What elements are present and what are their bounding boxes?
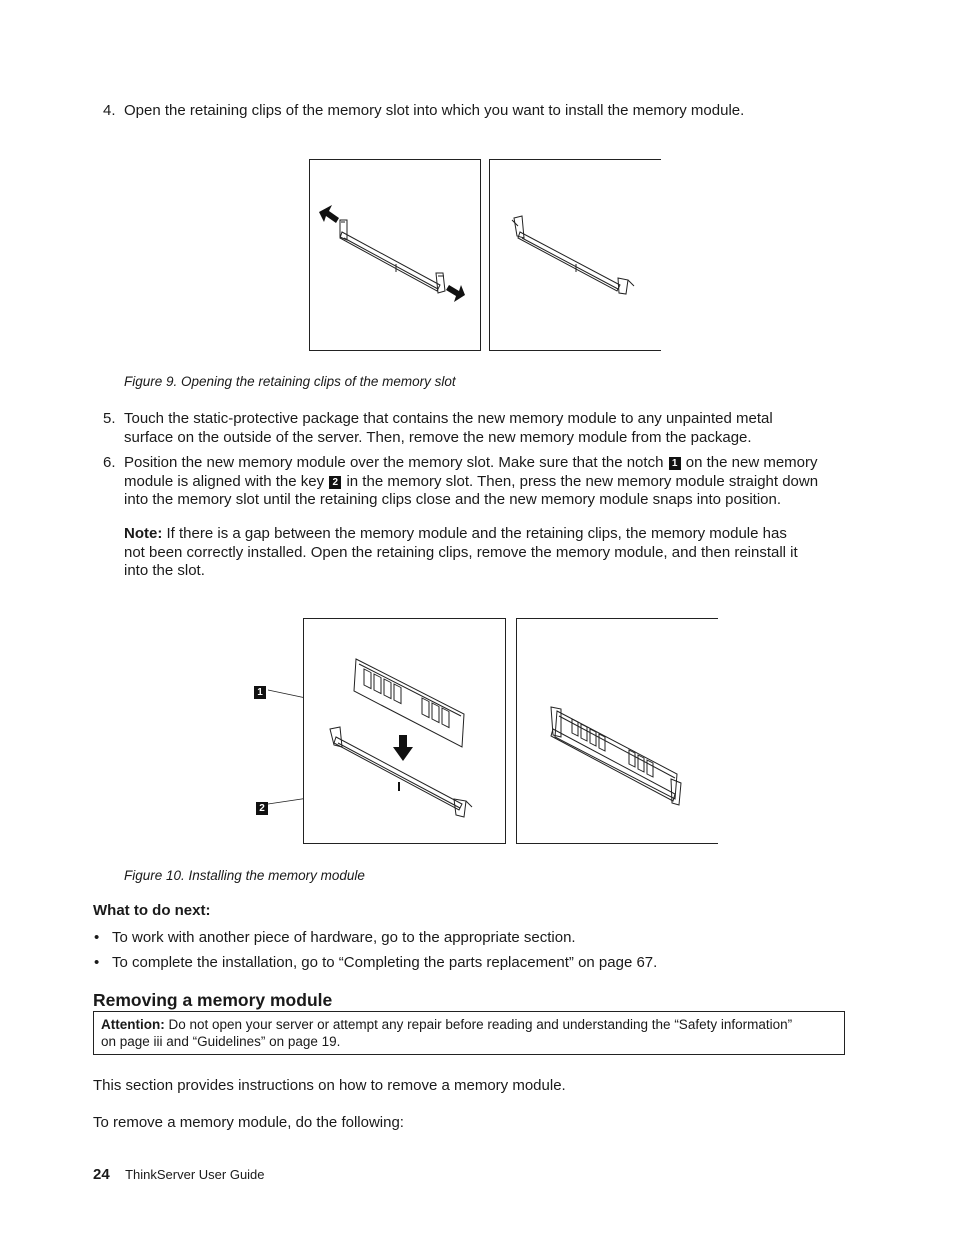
step-text: Open the retaining clips of the memory slot into which you want to install the memory module. bbox=[124, 102, 745, 119]
step-number: 6. bbox=[103, 454, 116, 471]
page-number: 24 bbox=[93, 1166, 110, 1183]
section-intro: This section provides instructions on how to remove a memory module. bbox=[93, 1077, 566, 1094]
note-label: Note: bbox=[124, 525, 163, 542]
next-steps-heading: What to do next: bbox=[93, 902, 211, 919]
memory-module-insertion-illustration bbox=[304, 619, 505, 843]
attention-text: Do not open your server or attempt any repair before reading and understanding the “Safety information” bbox=[168, 1017, 793, 1032]
step-text: on the new memory bbox=[685, 454, 818, 471]
step-text: in the memory slot. Then, press the new memory module straight down bbox=[346, 472, 819, 490]
arrow-open-right-icon bbox=[446, 285, 465, 302]
attention-label: Attention: bbox=[101, 1017, 165, 1032]
figure-10-left-panel bbox=[303, 618, 506, 844]
note-text-line: not been correctly installed. Open the retaining clips, remove the memory module, and then reinstall it bbox=[124, 543, 798, 561]
arrow-open-left-icon bbox=[319, 205, 339, 223]
list-item bbox=[94, 929, 576, 946]
list-item-text: To complete the installation, go to “Completing the parts replacement” on page 67. bbox=[112, 954, 658, 971]
step-number: 4. bbox=[103, 102, 116, 119]
memory-module-installed-illustration bbox=[517, 619, 718, 843]
arrow-down-icon bbox=[393, 735, 413, 761]
attention-text-line: on page iii and “Guidelines” on page 19. bbox=[101, 1034, 341, 1049]
note bbox=[124, 525, 798, 581]
callout-1-badge: 1 bbox=[669, 457, 681, 470]
step-text-line: surface on the outside of the server. Then, remove the new memory module from the package. bbox=[124, 428, 752, 446]
step-text-line: into the memory slot until the retaining clips close and the new memory module snaps into position. bbox=[124, 491, 782, 508]
step-6 bbox=[103, 454, 819, 510]
figure-10-right-panel bbox=[516, 618, 718, 844]
note-text: If there is a gap between the memory module and the retaining clips, the memory module has bbox=[166, 525, 787, 542]
bullet-icon: • bbox=[94, 929, 100, 946]
list-item bbox=[94, 954, 658, 971]
step-5 bbox=[103, 410, 773, 447]
step-4 bbox=[103, 102, 745, 121]
callout-2-badge: 2 bbox=[329, 476, 341, 489]
figure-9-right-panel bbox=[489, 159, 661, 351]
figure-10-caption: Figure 10. Installing the memory module bbox=[124, 868, 365, 883]
step-text: module is aligned with the key bbox=[124, 472, 325, 490]
figure-9-left-panel bbox=[309, 159, 481, 351]
figure-10-callout-1: 1 bbox=[253, 683, 267, 701]
section-lead: To remove a memory module, do the following: bbox=[93, 1114, 404, 1131]
memory-slot-clips-opening-illustration bbox=[310, 160, 480, 350]
section-title: Removing a memory module bbox=[93, 990, 333, 1010]
page-footer bbox=[93, 1166, 265, 1183]
list-item-text: To work with another piece of hardware, go to the appropriate section. bbox=[112, 929, 576, 946]
figure-10-callout-2: 2 bbox=[255, 799, 269, 817]
attention-box bbox=[93, 1011, 845, 1055]
step-number: 5. bbox=[103, 410, 116, 427]
bullet-icon: • bbox=[94, 954, 100, 971]
step-text: Position the new memory module over the memory slot. Make sure that the notch bbox=[124, 454, 664, 471]
note-text-line: into the slot. bbox=[124, 562, 205, 579]
step-text-line: Touch the static-protective package that contains the new memory module to any unpainted metal bbox=[124, 410, 773, 427]
footer-title: ThinkServer User Guide bbox=[125, 1167, 265, 1182]
figure-9-caption: Figure 9. Opening the retaining clips of the memory slot bbox=[124, 374, 456, 389]
memory-slot-clips-open-illustration bbox=[490, 160, 661, 350]
